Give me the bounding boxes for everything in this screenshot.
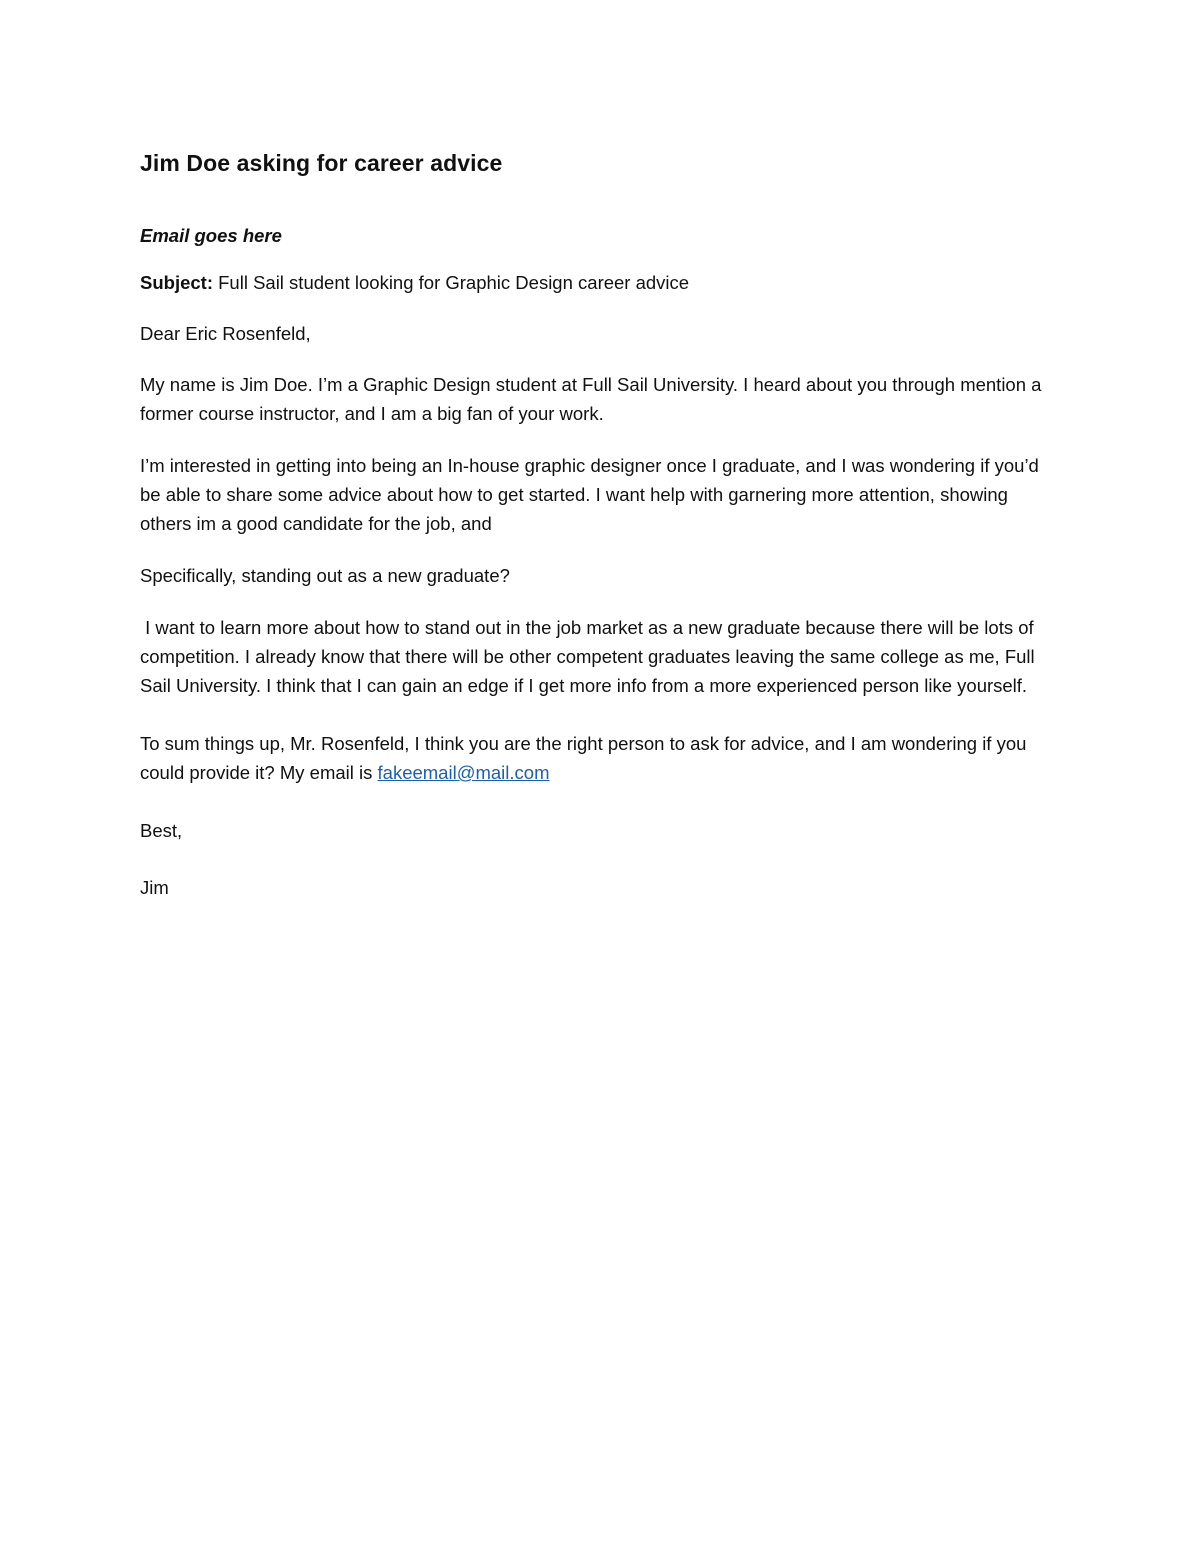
subject-line: [140, 268, 1060, 297]
paragraph-interest: I’m interested in getting into being an In-house graphic designer once I graduate, and I was wondering if you’d be able to share some advice about how to get started. I want help with garnering more attention, showing others im a good candidate for the job, and: [140, 455, 1039, 534]
email-link[interactable]: fakeemail@mail.com: [377, 762, 550, 783]
document-content: [140, 148, 1060, 902]
closing: Best,: [140, 820, 183, 841]
document-title: Jim Doe asking for career advice: [140, 150, 503, 176]
subject-text: Full Sail student looking for Graphic Design career advice: [212, 272, 690, 293]
signature: Jim: [140, 877, 169, 898]
summary-text: To sum things up, Mr. Rosenfeld, I think you are the right person to ask for advice, and I am wondering if you could provide it? My email is: [140, 733, 1027, 783]
subject-label: Subject:: [140, 272, 213, 293]
paragraph-reason: I want to learn more about how to stand out in the job market as a new graduate because there will be lots of competition. I already know that there will be other competent graduates leaving the same college as me, Full Sail University. I think that I can gain an edge if I get more info from a more experienced person like yourself.: [140, 617, 1040, 696]
paragraph-intro: My name is Jim Doe. I’m a Graphic Design student at Full Sail University. I heard about you through mention a former course instructor, and I am a big fan of your work.: [140, 374, 1042, 424]
email-placeholder-label: Email goes here: [140, 225, 282, 246]
paragraph-summary: [140, 729, 1060, 787]
paragraph-specific-question: Specifically, standing out as a new graduate?: [140, 565, 510, 586]
greeting: Dear Eric Rosenfeld,: [140, 323, 311, 344]
